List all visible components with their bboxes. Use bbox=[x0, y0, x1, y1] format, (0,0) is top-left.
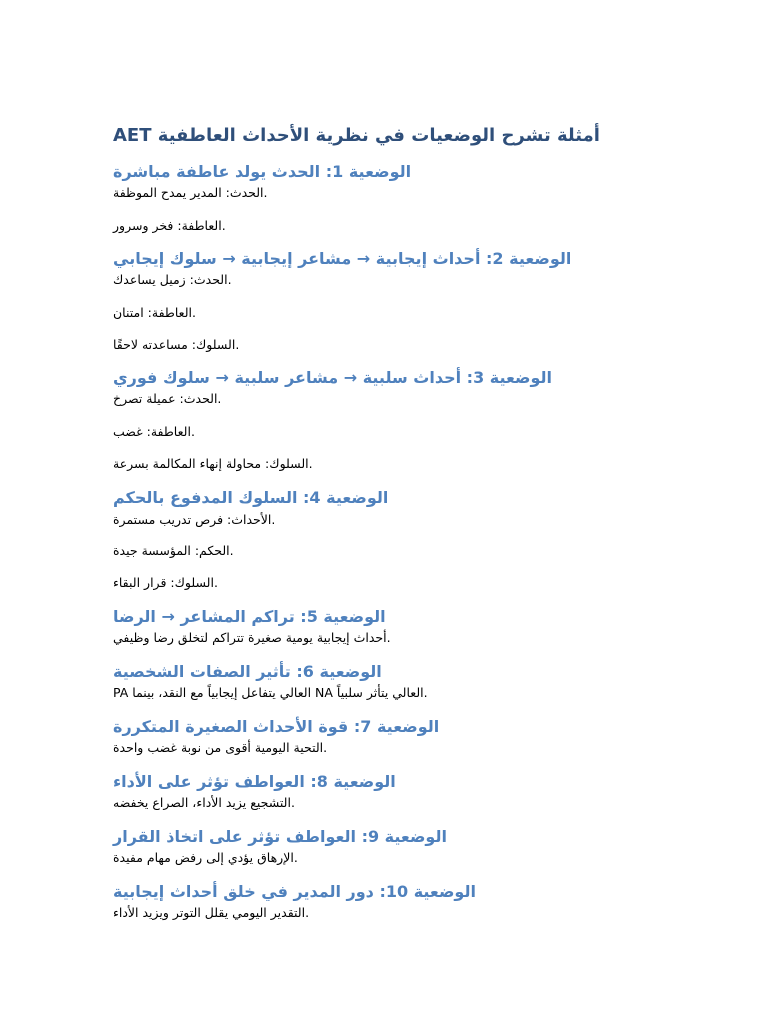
section-7-heading: الوضعية 7: قوة الأحداث الصغيرة المتكررة bbox=[113, 717, 440, 736]
section-5-line-1: أحداث إيجابية يومية صغيرة تتراكم لتخلق رضا وظيفي. bbox=[113, 630, 391, 645]
section-10-heading: الوضعية 10: دور المدير في خلق أحداث إيجابية bbox=[113, 882, 476, 901]
document-title: AET أمثلة تشرح الوضعيات في نظرية الأحداث العاطفية bbox=[113, 125, 600, 146]
section-1-line-2: العاطفة: فخر وسرور. bbox=[113, 218, 226, 233]
section-5-heading: الوضعية 5: تراكم المشاعر → الرضا bbox=[113, 607, 386, 626]
section-2-line-1: الحدث: زميل يساعدك. bbox=[113, 272, 232, 287]
section-7-line-1: التحية اليومية أقوى من نوبة غضب واحدة. bbox=[113, 740, 328, 755]
section-10-line-1: التقدير اليومي يقلل التوتر ويزيد الأداء. bbox=[113, 905, 310, 920]
section-9-line-1: الإرهاق يؤدي إلى رفض مهام مفيدة. bbox=[113, 850, 298, 865]
section-4-line-2: الحكم: المؤسسة جيدة. bbox=[113, 543, 234, 558]
section-2-line-3: السلوك: مساعدته لاحقًا. bbox=[113, 337, 240, 352]
section-8-heading: الوضعية 8: العواطف تؤثر على الأداء bbox=[113, 772, 396, 791]
section-3-line-3: السلوك: محاولة إنهاء المكالمة بسرعة. bbox=[113, 456, 313, 471]
section-4-line-3: السلوك: قرار البقاء. bbox=[113, 575, 218, 590]
section-4-line-1: الأحداث: فرص تدريب مستمرة. bbox=[113, 512, 276, 527]
section-3-heading: الوضعية 3: أحداث سلبية → مشاعر سلبية → سلوك فوري bbox=[113, 368, 553, 387]
section-2-heading: الوضعية 2: أحداث إيجابية → مشاعر إيجابية → سلوك إيجابي bbox=[113, 249, 572, 268]
section-1-line-1: الحدث: المدير يمدح الموظفة. bbox=[113, 185, 268, 200]
section-9-heading: الوضعية 9: العواطف تؤثر على اتخاذ القرار bbox=[113, 827, 447, 846]
section-3-line-2: العاطفة: غضب. bbox=[113, 424, 195, 439]
section-8-line-1: التشجيع يزيد الأداء، الصراع يخفضه. bbox=[113, 795, 295, 810]
section-1-heading: الوضعية 1: الحدث يولد عاطفة مباشرة bbox=[113, 162, 412, 181]
section-2-line-2: العاطفة: امتنان. bbox=[113, 305, 196, 320]
section-4-heading: الوضعية 4: السلوك المدفوع بالحكم bbox=[113, 488, 389, 507]
section-6-heading: الوضعية 6: تأثير الصفات الشخصية bbox=[113, 662, 382, 681]
section-6-line-1: PA العالي يتفاعل إيجابياً مع النقد، بينما NA العالي يتأثر سلبياً. bbox=[113, 685, 428, 700]
section-3-line-1: الحدث: عميلة تصرخ. bbox=[113, 391, 222, 406]
